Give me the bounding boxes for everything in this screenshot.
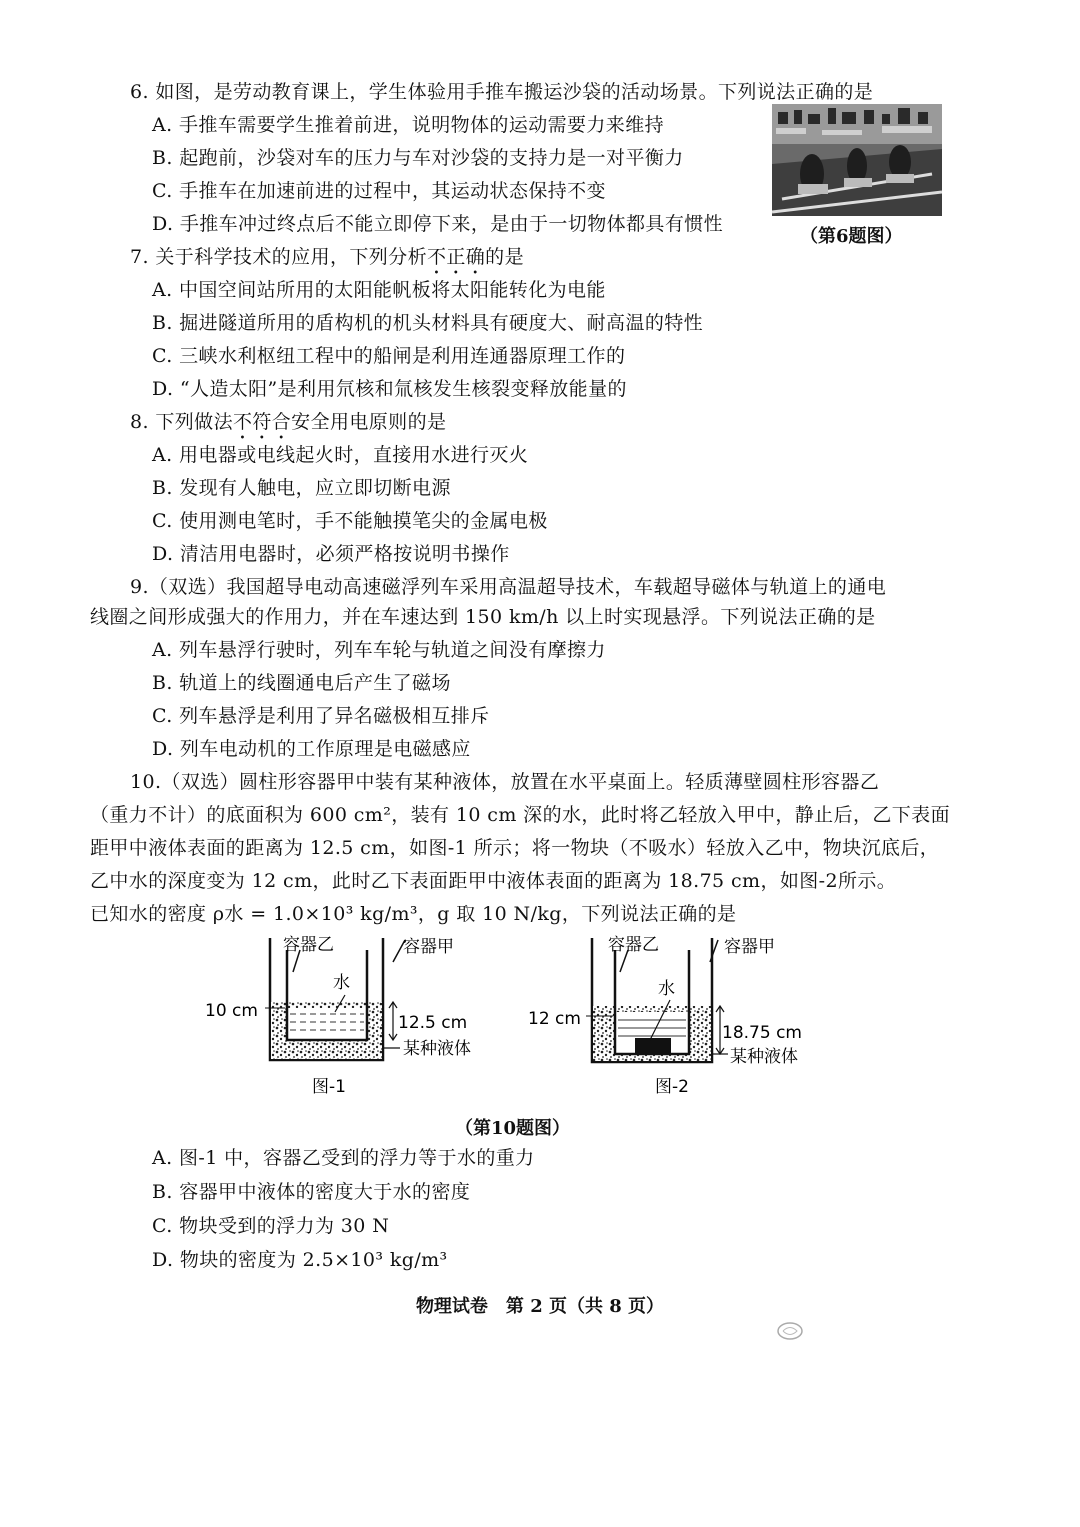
q10-stem-line-3: 距甲中液体表面的距离为 12.5 cm，如图-1 所示；将一物块（不吸水）轻放入乙中，物块沉底后， (90, 837, 940, 859)
q8-option-b: B. 发现有人触电，应立即切断电源 (152, 477, 451, 499)
q7-stem (130, 245, 524, 279)
fig2-liquid-label: 某种液体 (730, 1047, 798, 1067)
q10-option-d: D. 物块的密度为 2.5×10³ kg/m³ (152, 1249, 448, 1271)
fig1-liquid-label: 某种液体 (403, 1039, 471, 1059)
q7-option-b: B. 掘进隧道所用的盾构机的机头材料具有硬度大、耐高温的特性 (152, 312, 704, 334)
q6-option-c: C. 手推车在加速前进的过程中，其运动状态保持不变 (152, 180, 606, 202)
q10-figure-2 (520, 930, 860, 1100)
q10-figure-1 (195, 930, 535, 1100)
q8-option-d: D. 清洁用电器时，必须严格按说明书操作 (152, 543, 510, 565)
q8-stem-end: 安全用电原则的是 (291, 411, 447, 433)
fig1-distance-label: 12.5 cm (398, 1013, 468, 1033)
fig2-name: 图-2 (655, 1077, 689, 1097)
q9-option-b: B. 轨道上的线圈通电后产生了磁场 (152, 672, 451, 694)
fig2-container-b-label: 容器乙 (608, 935, 659, 955)
q6-caption: （第6题图） (800, 226, 903, 247)
q7-option-d: D. “人造太阳”是利用氘核和氚核发生核裂变释放能量的 (152, 378, 627, 400)
fig1-container-a-label: 容器甲 (403, 937, 454, 957)
q10-option-b: B. 容器甲中液体的密度大于水的密度 (152, 1181, 471, 1203)
q8-option-c: C. 使用测电笔时，手不能触摸笔尖的金属电极 (152, 510, 548, 532)
q6-stem: 6. 如图，是劳动教育课上，学生体验用手推车搬运沙袋的活动场景。下列说法正确的是 (130, 81, 874, 103)
q6-photo (772, 104, 942, 216)
stamp-icon (775, 1320, 805, 1342)
q10-option-c: C. 物块受到的浮力为 30 N (152, 1215, 390, 1237)
fig2-container-a-label: 容器甲 (724, 937, 775, 957)
q10-stem-line-2: （重力不计）的底面积为 600 cm²，装有 10 cm 深的水，此时将乙轻放入甲中，静止后，乙下表面 (90, 804, 950, 826)
q9-stem-line-1: 9.（双选）我国超导电动高速磁浮列车采用高温超导技术，车载超导磁体与轨道上的通电 (130, 576, 887, 598)
q8-stem-emphasis: 不符合 (232, 411, 292, 433)
q9-option-c: C. 列车悬浮是利用了异名磁极相互排斥 (152, 705, 490, 727)
fig1-depth-label: 10 cm (205, 1001, 258, 1021)
q6-option-d: D. 手推车冲过终点后不能立即停下来，是由于一切物体都具有惯性 (152, 213, 724, 235)
q10-caption: （第10题图） (455, 1118, 571, 1139)
q7-stem-end: 的是 (485, 246, 524, 268)
q8-option-a: A. 用电器或电线起火时，直接用水进行灭火 (152, 444, 529, 466)
q10-stem-line-4: 乙中水的深度变为 12 cm，此时乙下表面距甲中液体表面的距离为 18.75 cm，如图-2所示。 (90, 870, 897, 892)
fig1-container-b-label: 容器乙 (283, 935, 334, 955)
q10-stem-line-1: 10.（双选）圆柱形容器甲中装有某种液体，放置在水平桌面上。轻质薄壁圆柱形容器乙 (130, 771, 880, 793)
fig2-distance-label: 18.75 cm (722, 1023, 802, 1043)
fig1-water-label: 水 (333, 973, 350, 993)
q9-option-d: D. 列车电动机的工作原理是电磁感应 (152, 738, 471, 760)
q8-stem-text: 8. 下列做法 (130, 411, 233, 433)
q6-option-a: A. 手推车需要学生推着前进，说明物体的运动需要力来维持 (152, 114, 665, 136)
fig2-water-label: 水 (658, 979, 675, 999)
q7-stem-text: 7. 关于科学技术的应用，下列分析 (130, 246, 427, 268)
q7-stem-emphasis: 不正确 (426, 246, 486, 268)
page-footer: 物理试卷 第 2 页（共 8 页） (415, 1296, 665, 1317)
fig1-name: 图-1 (312, 1077, 346, 1097)
q9-option-a: A. 列车悬浮行驶时，列车车轮与轨道之间没有摩擦力 (152, 639, 606, 661)
q10-option-a: A. 图-1 中，容器乙受到的浮力等于水的重力 (152, 1147, 535, 1169)
fig2-depth-label: 12 cm (528, 1009, 581, 1029)
q6-option-b: B. 起跑前，沙袋对车的压力与车对沙袋的支持力是一对平衡力 (152, 147, 684, 169)
q8-stem (130, 410, 446, 444)
fig2-block (635, 1038, 671, 1053)
q10-stem-line-5: 已知水的密度 ρ水 = 1.0×10³ kg/m³，g 取 10 N/kg，下列说法正确的是 (90, 903, 737, 925)
q7-option-c: C. 三峡水利枢纽工程中的船闸是利用连通器原理工作的 (152, 345, 626, 367)
q7-option-a: A. 中国空间站所用的太阳能帆板将太阳能转化为电能 (152, 279, 606, 301)
q9-stem-line-2: 线圈之间形成强大的作用力，并在车速达到 150 km/h 以上时实现悬浮。下列说法正确的是 (90, 606, 876, 628)
